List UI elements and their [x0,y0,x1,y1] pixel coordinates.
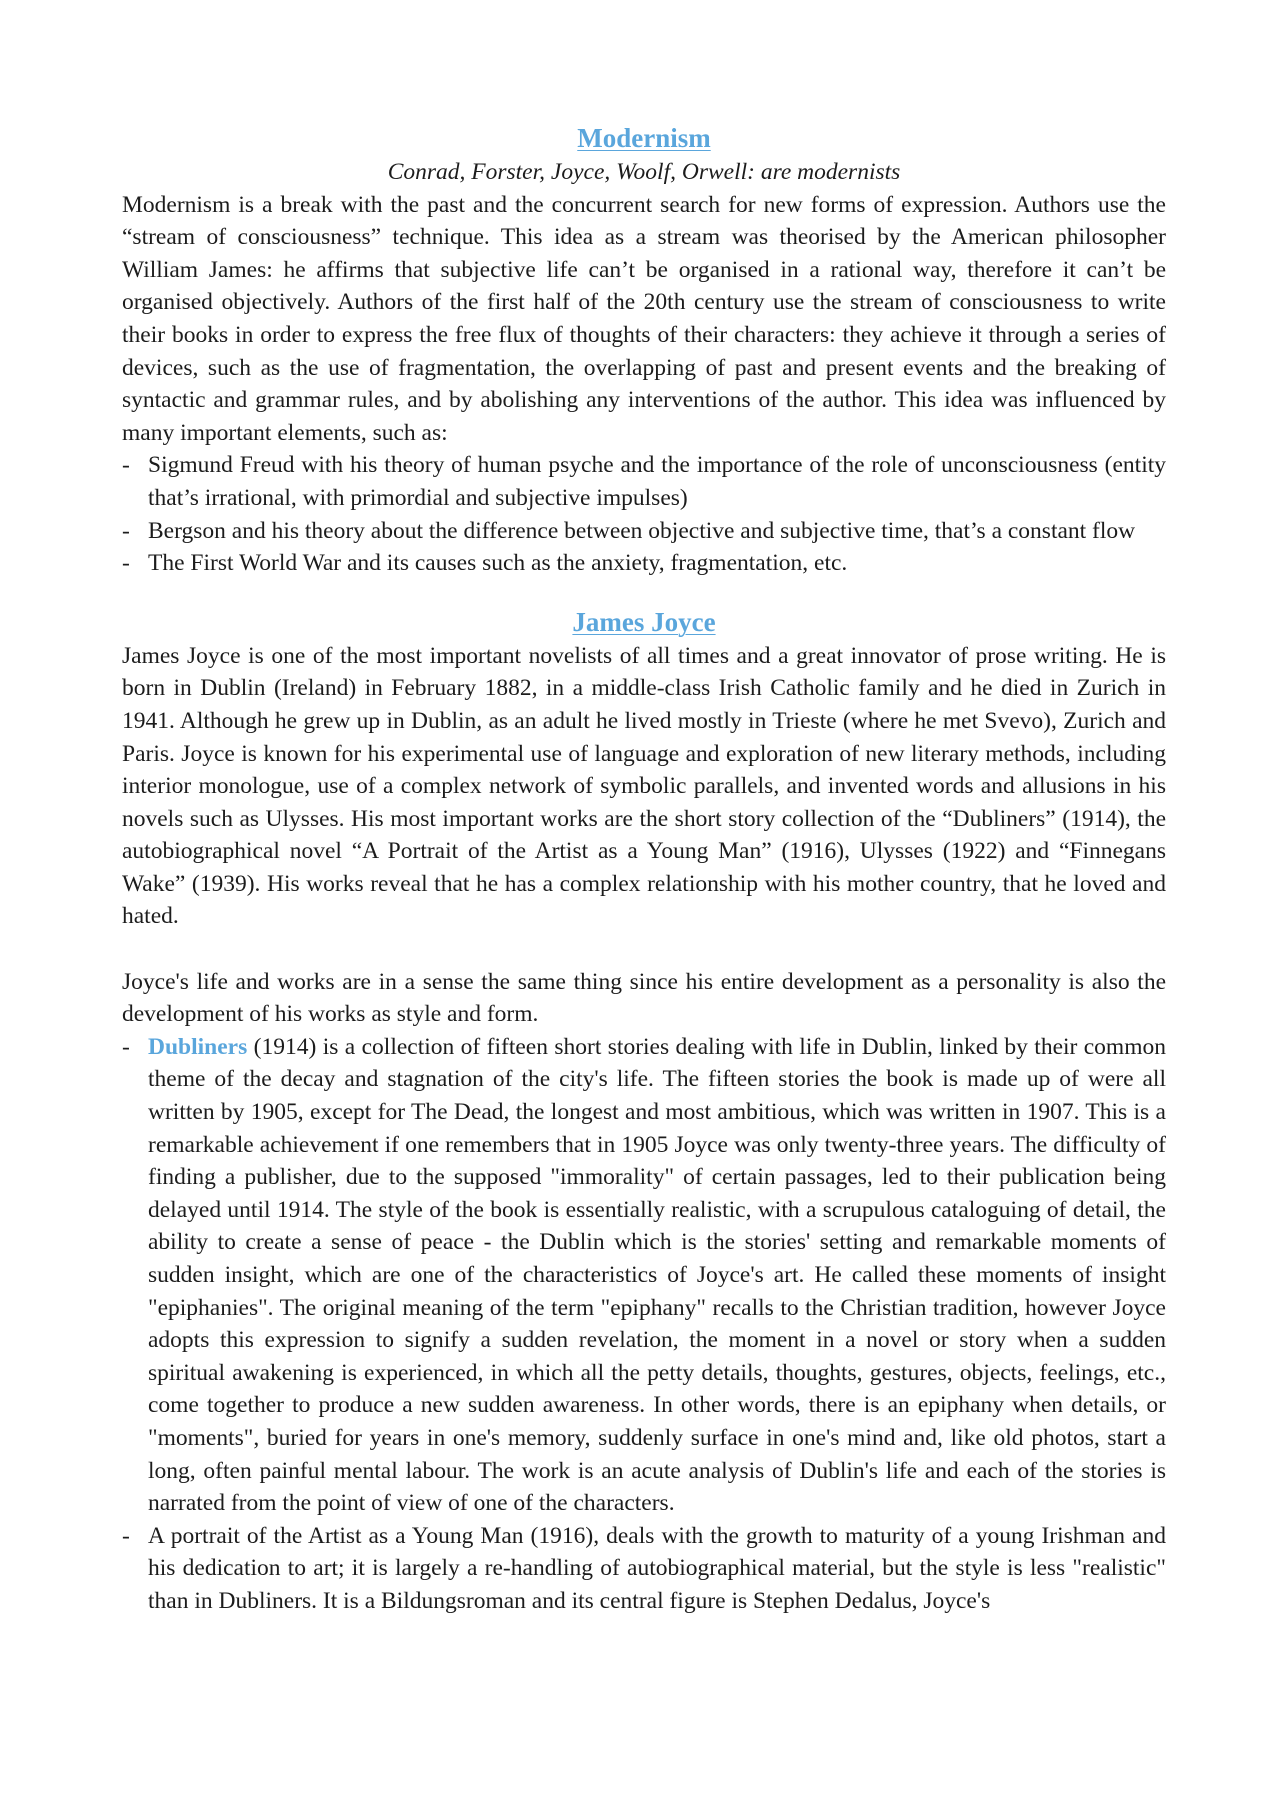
bullet-dash: - [122,1522,130,1549]
list-item-text: Sigmund Freud with his theory of human psyche and the importance of the role of unconsciousness (entity that’s irrational, with primordial and subjective impulses) [148,452,1166,511]
section-spacer [122,580,1166,600]
modernism-paragraph: Modernism is a break with the past and the concurrent search for new forms of expression. Authors use the “stream of consciousness” technique. This idea as a stream was theorised by the American philosopher William James: he affirms that subjective life can’t be organised in a rational way, therefore it can’t be organised objectively. Authors of the first half of the 20th century use the stream of consciousness to write their books in order to express the free flux of thoughts of their characters: they achieve it through a series of devices, such as the use of fragmentation, the overlapping of past and present events and the breaking of syntactic and grammar rules, and by abolishing any interventions of the author. This idea was influenced by many important elements, such as: [122,191,1166,446]
bullet-dash: - [122,1033,130,1060]
modernism-heading: Modernism [577,123,711,153]
list-item-text: The First World War and its causes such as the anxiety, fragmentation, etc. [148,550,848,577]
bullet-dash: - [122,452,130,479]
paragraph-spacer [122,933,1166,966]
list-item-text: Bergson and his theory about the difference between objective and subjective time, that’s a constant flow [148,517,1136,544]
joyce-works-list [122,1031,1166,1618]
bullet-dash: - [122,550,130,577]
list-item [122,449,1166,514]
list-item [122,1520,1166,1618]
joyce-biography-paragraph: James Joyce is one of the most important novelists of all times and a great innovator of prose writing. He is born in Dublin (Ireland) in February 1882, in a middle-class Irish Catholic family and he died in Zurich in 1941. Although he grew up in Dublin, as an adult he lived mostly in Trieste (where he met Svevo), Zurich and Paris. Joyce is known for his experimental use of language and exploration of new literary methods, including interior monologue, use of a complex network of symbolic parallels, and invented words and allusions in his novels such as Ulysses. His most important works are the short story collection of the “Dubliners” (1914), the autobiographical novel “A Portrait of the Artist as a Young Man” (1916), Ulysses (1922) and “Finnegans Wake” (1939). His works reveal that he has a complex relationship with his mother country, that he loved and hated. [122,642,1166,930]
modernism-subtitle: Conrad, Forster, Joyce, Woolf, Orwell: are modernists [387,159,901,185]
modernism-influences-list [122,449,1166,579]
list-item [122,1031,1166,1520]
list-item-text: A portrait of the Artist as a Young Man (1916), deals with the growth to maturity of a young Irishman and his dedication to art; it is largely a re-handling of autobiographical material, but the style is less "realistic" than in Dubliners. It is a Bildungsroman and its central figure is Stephen Dedalus, Joyce's [148,1522,1166,1614]
document-page [122,120,1166,1618]
joyce-life-works-paragraph: Joyce's life and works are in a sense the same thing since his entire development as a personality is also the development of his works as style and form. [122,968,1166,1028]
list-item [122,515,1166,548]
dubliners-title: Dubliners [148,1033,248,1060]
bullet-dash: - [122,517,130,544]
list-item [122,547,1166,580]
james-joyce-heading: James Joyce [572,606,716,637]
list-item-text: (1914) is a collection of fifteen short stories dealing with life in Dublin, linked by their common theme of the decay and stagnation of the city's life. The fifteen stories the book is made up of were all written by 1905, except for The Dead, the longest and most ambitious, which was written in 1907. This is a remarkable achievement if one remembers that in 1905 Joyce was only twenty-three years. The difficulty of finding a publisher, due to the supposed "immorality" of certain passages, led to their publication being delayed until 1914. The style of the book is essentially realistic, with a scrupulous cataloguing of detail, the ability to create a sense of peace - the Dublin which is the stories' setting and remarkable moments of sudden insight, which are one of the characteristics of Joyce's art. He called these moments of insight "epiphanies". The original meaning of the term "epiphany" recalls to the Christian tradition, however Joyce adopts this expression to signify a sudden revelation, the moment in a novel or story when a sudden spiritual awakening is experienced, in which all the petty details, thoughts, gestures, objects, feelings, etc., come together to produce a new sudden awareness. In other words, there is an epiphany when details, or "moments", buried for years in one's memory, suddenly surface in one's mind and, like old photos, start a long, often painful mental labour. The work is an acute analysis of Dublin's life and each of the stories is narrated from the point of view of one of the characters. [148,1033,1166,1517]
